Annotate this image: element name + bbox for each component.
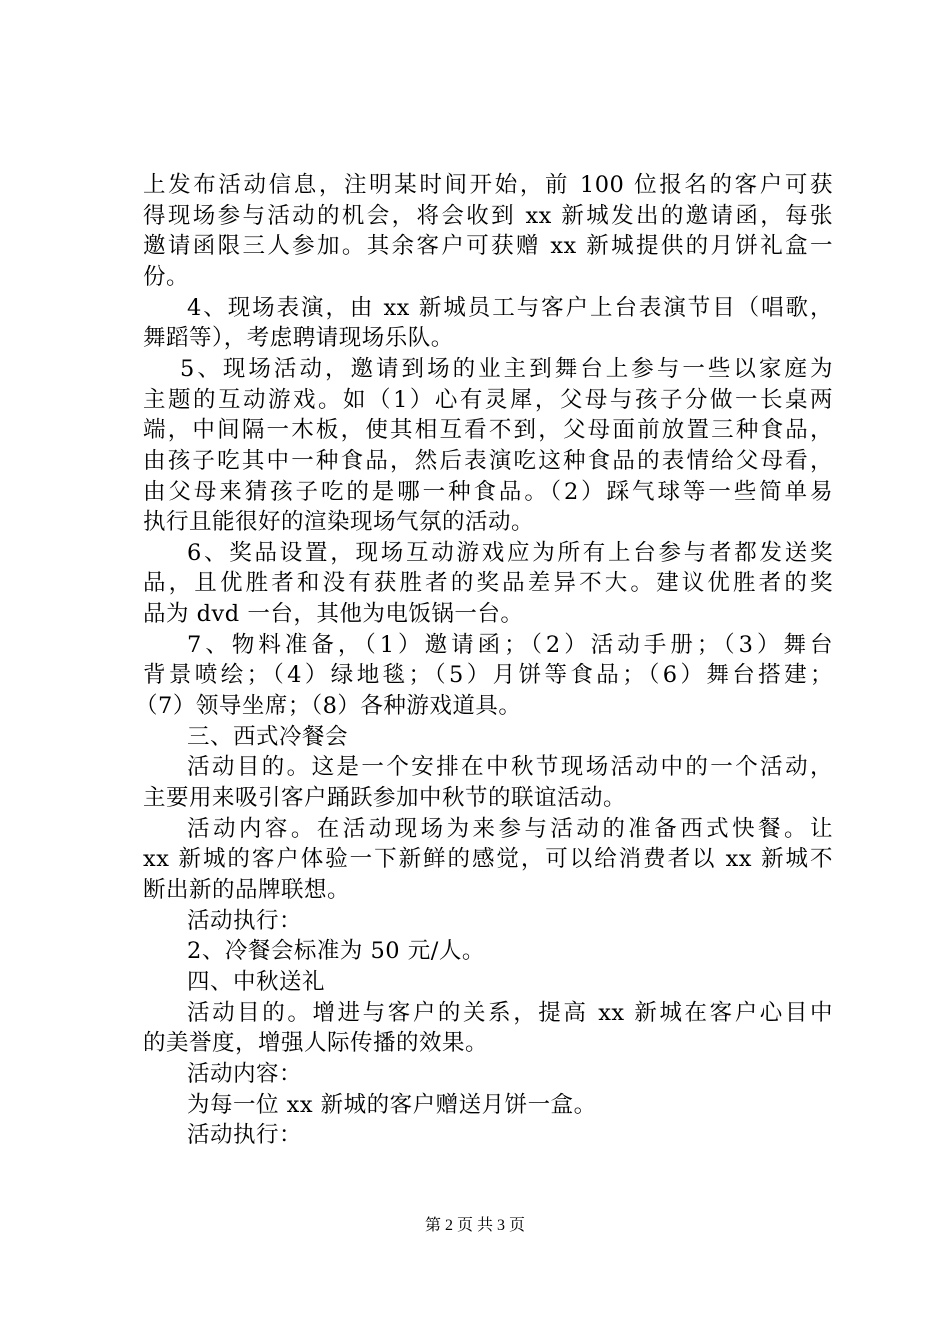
paragraph-line: 品，且优胜者和没有获胜者的奖品差异不大。建议优胜者的奖 xyxy=(143,570,833,596)
paragraph-line: 活动执行： xyxy=(187,1122,303,1148)
paragraph-line: 主题的互动游戏。如（1）心有灵犀，父母与孩子分做一长桌两 xyxy=(143,387,833,413)
paragraph-line: 活动目的。这是一个安排在中秋节现场活动中的一个活动， xyxy=(187,754,833,780)
paragraph-line: 2、冷餐会标准为 50 元/人。 xyxy=(187,938,485,964)
paragraph-line: 份。 xyxy=(143,264,190,290)
paragraph-line: 的美誉度，增强人际传播的效果。 xyxy=(143,1030,489,1056)
paragraph-line: 端，中间隔一木板，使其相互看不到，父母面前放置三种食品， xyxy=(143,417,833,443)
paragraph-line: 6、奖品设置，现场互动游戏应为所有上台参与者都发送奖 xyxy=(187,540,833,566)
paragraph-line: 活动执行： xyxy=(187,908,303,934)
paragraph-line: 7、物料准备，（1）邀请函；（2）活动手册；（3）舞台 xyxy=(187,632,833,658)
paragraph-line: 由孩子吃其中一种食品，然后表演吃这种食品的表情给父母看， xyxy=(143,448,833,474)
paragraph-line: 活动内容。在活动现场为来参与活动的准备西式快餐。让 xyxy=(187,816,833,842)
page-footer: 第 2 页 共 3 页 xyxy=(424,1217,525,1234)
paragraph-line: 上发布活动信息，注明某时间开始，前 100 位报名的客户可获 xyxy=(143,172,833,198)
paragraph-line: （7）领导坐席；（8）各种游戏道具。 xyxy=(135,693,522,719)
paragraph-line: 活动目的。增进与客户的关系，提高 xx 新城在客户心目中 xyxy=(187,1000,833,1026)
section-heading: 四、中秋送礼 xyxy=(187,969,326,995)
paragraph-line: 背景喷绘；（4）绿地毯；（5）月饼等食品；（6）舞台搭建； xyxy=(143,662,833,688)
paragraph-line: 品为 dvd 一台，其他为电饭锅一台。 xyxy=(143,601,524,627)
paragraph-line: 为每一位 xx 新城的客户赠送月饼一盒。 xyxy=(187,1092,597,1118)
paragraph-line: 断出新的品牌联想。 xyxy=(143,877,351,903)
paragraph-line: 邀请函限三人参加。其余客户可获赠 xx 新城提供的月饼礼盒一 xyxy=(143,233,833,259)
paragraph-line: 由父母来猜孩子吃的是哪一种食品。（2）踩气球等一些简单易 xyxy=(143,479,833,505)
paragraph-line: 主要用来吸引客户踊跃参加中秋节的联谊活动。 xyxy=(143,785,627,811)
paragraph-line: 4、现场表演，由 xx 新城员工与客户上台表演节目（唱歌， xyxy=(187,295,833,321)
paragraph-line: 舞蹈等），考虑聘请现场乐队。 xyxy=(143,325,454,351)
paragraph-line: 5、现场活动，邀请到场的业主到舞台上参与一些以家庭为 xyxy=(180,356,833,382)
paragraph-line: 得现场参与活动的机会，将会收到 xx 新城发出的邀请函，每张 xyxy=(143,203,833,229)
paragraph-line: 活动内容： xyxy=(187,1061,303,1087)
paragraph-line: xx 新城的客户体验一下新鲜的感觉，可以给消费者以 xx 新城不 xyxy=(143,846,833,872)
section-heading: 三、西式冷餐会 xyxy=(187,724,349,750)
paragraph-line: 执行且能很好的渲染现场气氛的活动。 xyxy=(143,509,535,535)
